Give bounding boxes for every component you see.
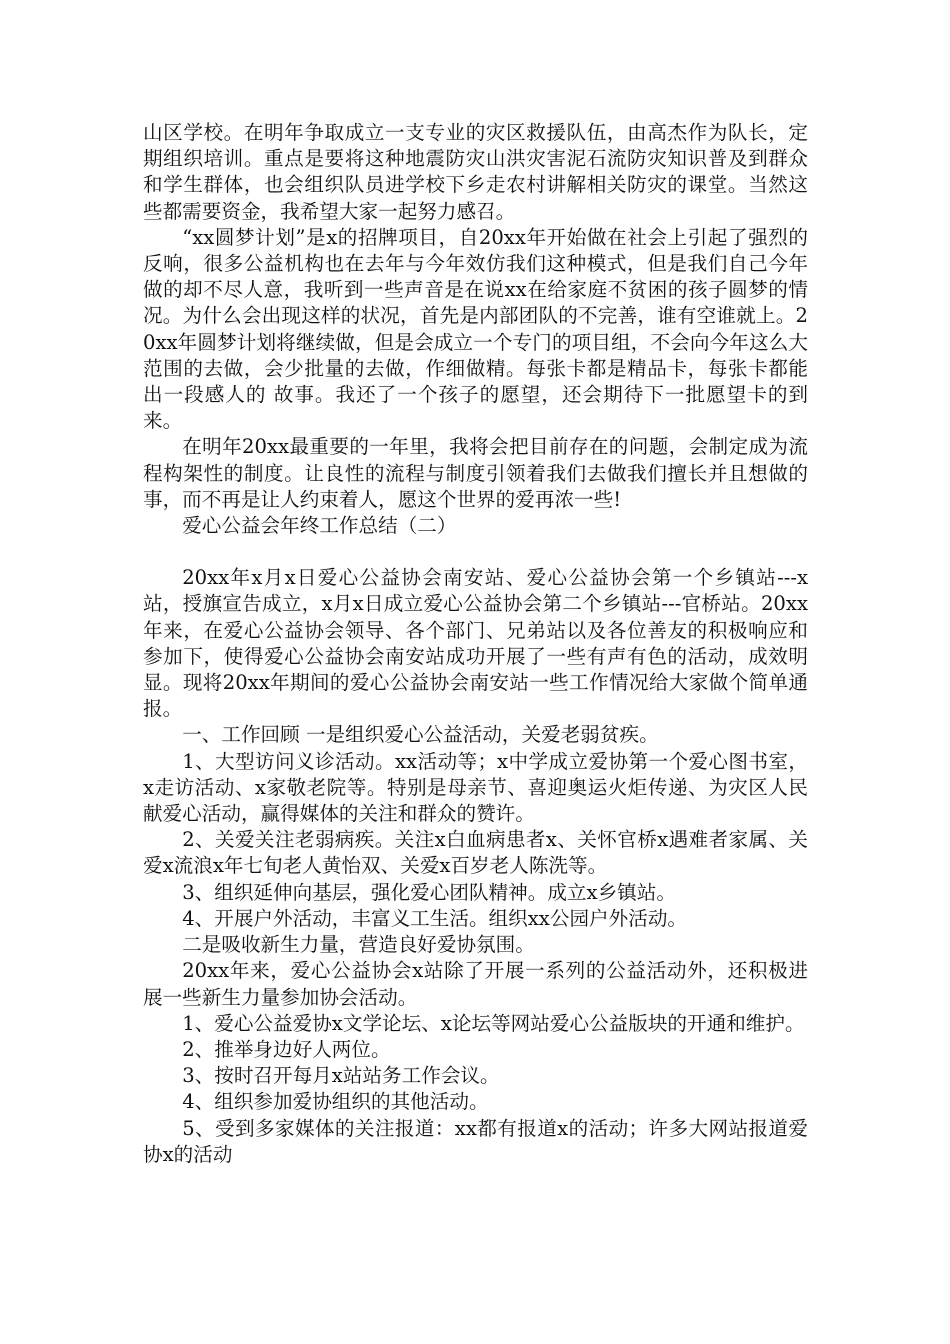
list-item: 3、按时召开每月x站站务工作会议。 — [182, 1064, 500, 1088]
list-item: 4、组织参加爱协组织的其他活动。 — [182, 1090, 489, 1114]
list-item: 1、大型访问义诊活动。xx活动等；x中学成立爱协第一个爱心图书室， x走访活动、x家敬老院等。特别是母亲节、喜迎奥运火炬传递、为灾区人民献爱心活动，赢得媒体的关注和群众的赞许。 — [143, 749, 808, 826]
paragraph-2: “xx圆梦计划”是x的招牌项目，自20xx年开始做在社会上引起了强烈的反响，很多公益机构也在去年与今年效仿我们这种模式，但是我们自己今年做的却不尽人意，我听到一些声音是在说xx在给家庭不贫困的孩子圆梦的情况。为什么会出现这样的状况，首先是内部团队的不完善，谁有空谁就上。20xx年圆梦计划将继续做，但是会成立一个专门的项目组，不会向今年这么大范围的去做，会少批量的去做，作细做精。每张卡都是精品卡，每张卡都能出一段感人的 故事。我还了一个孩子的愿望，还会期待下一批愿望卡的到来。 — [143, 225, 808, 433]
list-item: 2、关爱关注老弱病疾。关注x白血病患者x、关怀官桥x遇难者家属、关爱x流浪x年七旬老人黄怡双、关爱x百岁老人陈洗等。 — [143, 828, 808, 878]
list-item: 1、爱心公益爱协x文学论坛、x论坛等网站爱心公益版块的开通和维护。 — [182, 1011, 805, 1035]
section-heading: 爱心公益会年终工作总结（二） — [182, 514, 457, 538]
paragraph-1: 山区学校。在明年争取成立一支专业的灾区救援队伍，由高杰作为队长，定期组织培训。重点是要将这种地震防灾山洪灾害泥石流防灾知识普及到群众和学生群体，也会组织队员进学校下乡走农村讲解相关防灾的课堂。当然这些都需要资金，我希望大家一起努力感召。 — [143, 121, 808, 223]
paragraph-3: 在明年20xx最重要的一年里，我将会把目前存在的问题，会制定成为流程构架性的制度。让良性的流程与制度引领着我们去做我们擅长并且想做的事，而不再是让人约束着人，愿这个世界的爱再浓一些! — [143, 435, 808, 511]
list-item: 2、推举身边好人两位。 — [182, 1037, 391, 1061]
subheading: 二是吸收新生力量，营造良好爱协氛围。 — [182, 933, 535, 957]
review-heading: 一、工作回顾 一是组织爱心公益活动，关爱老弱贫疾。 — [182, 723, 659, 747]
paragraph: 20xx年来，爱心公益协会x站除了开展一系列的公益活动外，还积极进展一些新生力量参加协会活动。 — [143, 959, 808, 1009]
list-item: 5、受到多家媒体的关注报道：xx都有报道x的活动；许多大网站报道爱协x的活动 — [143, 1116, 808, 1166]
paragraph-intro: 20xx年x月x日爱心公益协会南安站、爱心公益协会第一个乡镇站---x站，授旗宣告成立，x月x日成立爱心公益协会第二个乡镇站---官桥站。20xx年来，在爱心公益协会领导、各个部门、兄弟站以及各位善友的积极响应和参加下，使得爱心公益协会南安站成功开展了一些有声有色的活动，成效明显。现将20xx年期间的爱心公益协会南安站一些工作情况给大家做个简单通报。 — [143, 566, 808, 721]
document-body — [143, 120, 808, 1168]
list-item: 4、开展户外活动，丰富义工生活。组织xx公园户外活动。 — [182, 906, 688, 930]
list-item: 3、组织延伸向基层，强化爱心团队精神。成立x乡镇站。 — [182, 880, 676, 904]
